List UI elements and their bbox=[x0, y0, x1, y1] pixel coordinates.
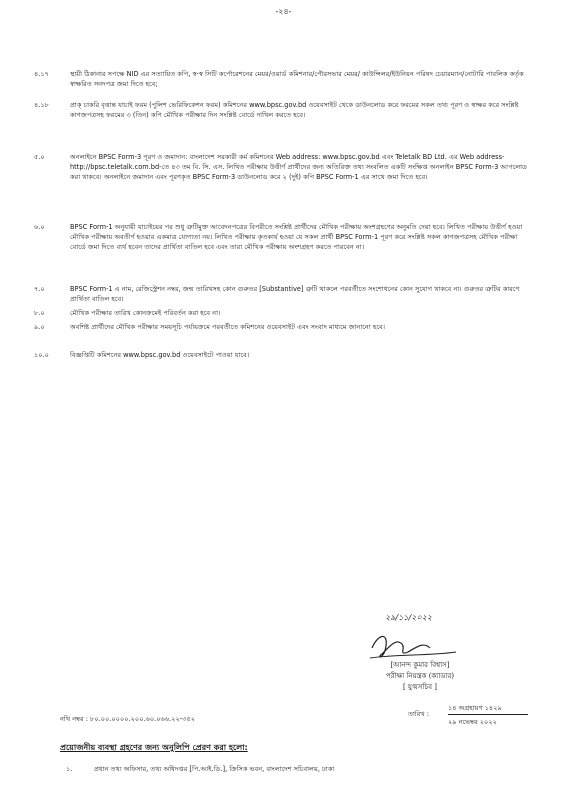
item-text: প্রাক্ চাকরি বৃত্তান্ত যাচাই ফরম (পুলিশ ভেরিফিকেশন ফরম) কমিশনের www.bpsc.gov.bd ওয়েবসাইট থেকে ডাউনলোড করে ফরমের সকল তথ্য পূরণ ও স্বাক্ষর করে সংশ্লিষ্ট কাগজপত্রসহ ফরমের ৩ (তিন) কপি মৌখিক পরীক্ষার দিন সংশ্লিষ্ট বোর্ডে দাখিল করতে হবে। bbox=[70, 101, 519, 119]
signatory-designation: পরীক্ষা নিয়ন্ত্রক (ক্যাডার) bbox=[385, 672, 455, 680]
date-label: তারিখ : bbox=[408, 710, 430, 718]
item-text: স্থায়ী ঠিকানার সপক্ষে NID এর সত্যায়িত কপি, স্ব-স্ব সিটি কর্পোরেশনের মেয়র/ওয়ার্ড কমিশনার/পৌরসভার মেয়র/ কাউন্সিলর/ইউনিয়ন পরিষদ চেয়ারম্যান/নোটারি পাবলিক কর্তৃক স্বাক্ষরিত সনদপত্র জমা দিতে হবে; bbox=[70, 70, 524, 88]
list-item bbox=[34, 222, 530, 252]
date-english: ২৯ নভেম্বর ২০২২ bbox=[448, 718, 497, 726]
list-item bbox=[34, 284, 530, 304]
list-item bbox=[34, 350, 530, 360]
recipient-item bbox=[66, 764, 514, 774]
list-item bbox=[34, 308, 530, 318]
item-number: ৯.০ bbox=[34, 323, 45, 331]
item-text: মৌখিক পরীক্ষার তারিখ কোনক্রমেই পরিবর্তন করা হবে না। bbox=[70, 309, 221, 317]
date-bangla: ১৪ অগ্রহায়ণ ১৪২৯ bbox=[448, 704, 502, 712]
item-text: BPSC Form-1 এ নাম, রেজিস্ট্রেশন নম্বর, জন্ম তারিখসহ কোন গুরুতর [Substantive] ত্রুটি থাকলে পরবর্তীতে সংশোধনের কোন সুযোগ থাকবে না। গুরুতর ত্রুটির কারণে প্রার্থিতা বাতিল হবে। bbox=[70, 285, 520, 303]
item-number: ৪.১৮ bbox=[34, 101, 49, 109]
item-number: ৪.১৭ bbox=[34, 70, 49, 78]
list-item bbox=[34, 322, 530, 332]
recipient-text: প্রধান তথ্য অফিসার, তথ্য অধিদপ্তর [পি.আই.ডি.], ক্রিসিক ভবন, বাংলাদেশ সচিবালয়, ঢাকা bbox=[94, 765, 335, 773]
signatory-rank: [ যুগ্মসচিব ] bbox=[402, 683, 438, 691]
item-text: BPSC Form-1 অনুযায়ী যাচাইয়ের পর শুধু ত্রুটিমুক্ত আবেদনপত্রের বিপরীতে সংশ্লিষ্ট প্রার্থীদের মৌখিক পরীক্ষায় অংশগ্রহণের অনুমতি দেয়া হবে। লিখিত পরীক্ষায় উত্তীর্ণ হওয়া মৌখিক পরীক্ষায় অবতীর্ণ হওয়ার একমাত্র যোগ্যতা নয়। লিখিত পরীক্ষায় কৃতকার্য হওয়া যে সকল প্রার্থী BPSC Form-1 পূরণ করে সংশ্লিষ্ট সকল কাগজপত্রসহ মৌখিক পরীক্ষা বোর্ডে জমা দিতে ব্যর্থ হবেন তাদের প্রার্থিতা বাতিল হবে এবং তারা মৌখিক পরীক্ষায় অংশগ্রহণ করতে পারবেন না। bbox=[70, 223, 523, 251]
signature-date-scrawl: ২৯/১১/২০২২ bbox=[385, 613, 432, 622]
recipient-number: ১. bbox=[66, 765, 73, 773]
item-number: ৮.০ bbox=[34, 309, 45, 317]
item-text: অনলাইনে BPSC Form-3 পূরণ ও জমাদান: বাংলাদেশ সরকারী কর্ম কমিশনের Web address: www.bpsc.gov.bd এবং Teletalk BD Ltd. এর Web address- http://bpsc.teletalk.com.bd-তে ৪৩ তম বি. সি. এস. লিখিত পরীক্ষায় উত্তীর্ণ প্রার্থীদের জন্য অতিরিক্ত তথ্য সংবলিত একটি সংক্ষিপ্ত অনলাইন BPSC Form-3 আপলোড করা থাকবে। অনলাইনে জমাদান এবং পূরণকৃত BPSC Form-3 ডাউনলোড করে ২ (দুই) কপি BPSC Form-1 এর সাথে জমা দিতে হবে। bbox=[70, 153, 527, 181]
copy-heading: প্রয়োজনীয় ব্যবস্থা গ্রহণের জন্য অনুলিপি প্রেরণ করা হলো: bbox=[60, 743, 248, 752]
list-item bbox=[34, 100, 530, 120]
list-item bbox=[34, 152, 530, 182]
item-number: ৭.০ bbox=[34, 285, 45, 293]
item-text: বিজ্ঞপ্তিটি কমিশনের www.bpsc.gov.bd ওয়েবসাইটে পাওয়া যাবে। bbox=[70, 351, 250, 359]
date-divider bbox=[448, 714, 528, 715]
item-number: ৫.০ bbox=[34, 153, 45, 161]
item-number: ৬.০ bbox=[34, 223, 45, 231]
page-number: -২৪- bbox=[275, 7, 292, 16]
list-item bbox=[34, 69, 530, 89]
signatory-block bbox=[360, 660, 480, 693]
memo-number: নথি নম্বর : ৮০.০০.০০০০.২০০.৬০.০৬৬.২২-৩৫২ bbox=[60, 715, 196, 723]
signatory-name: [আনন্দ কুমার বিশ্বাস] bbox=[390, 661, 450, 669]
item-number: ১০.০ bbox=[34, 351, 49, 359]
item-text: অবশিষ্ট প্রার্থীদের মৌখিক পরীক্ষার সময়সূচি পর্যায়ক্রমে পরবর্তীতে কমিশনের ওয়েবসাইট এবং সংবাদ মাধ্যমে জানানো হবে। bbox=[70, 323, 385, 331]
